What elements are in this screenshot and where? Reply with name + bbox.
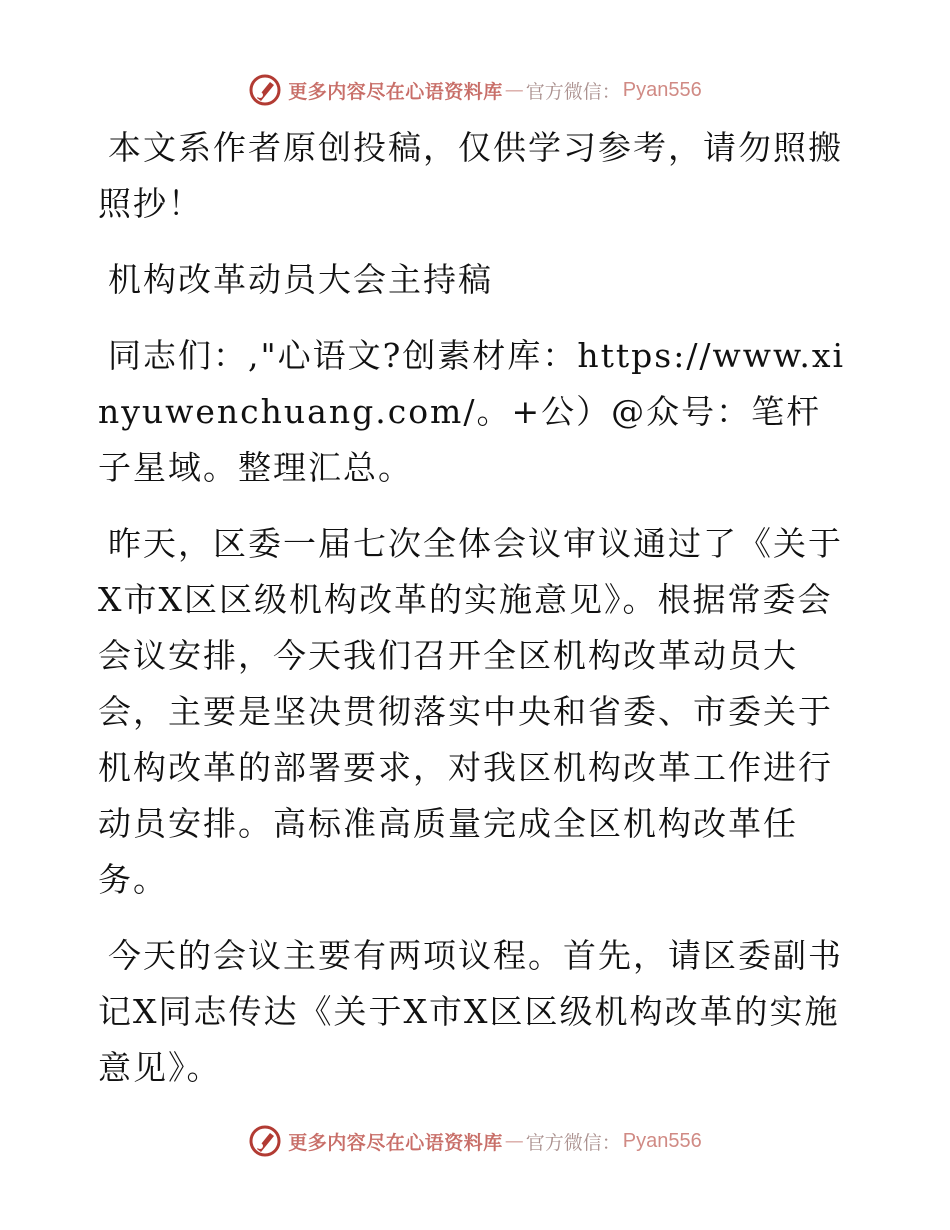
watermark-wechat-id: Pyan556	[622, 1129, 702, 1152]
pen-seal-icon	[248, 1124, 282, 1158]
paragraph-notice: 本文系作者原创投稿，仅供学习参考，请勿照搬照抄！	[98, 128, 843, 223]
header-watermark	[0, 70, 950, 110]
paragraph-agenda: 今天的会议主要有两项议程。首先，请区委副书记X同志传达《关于X市X区区级机构改革的实施意见》。	[98, 936, 843, 1087]
footer-watermark	[0, 1121, 950, 1161]
pen-seal-icon	[248, 73, 282, 107]
paragraph-greeting: 同志们：,"心语文?创素材库：https://www.xinyuwenchuang.com/。+公）@众号：笔杆子星域。整理汇总。	[98, 336, 846, 487]
watermark-official: 官方微信：	[525, 80, 621, 103]
watermark-brand: 更多内容尽在心语资料库	[288, 80, 503, 103]
watermark-official: 官方微信：	[525, 1131, 621, 1154]
watermark-wechat-id: Pyan556	[622, 78, 702, 101]
watermark-dash: —	[504, 1130, 524, 1152]
watermark-brand: 更多内容尽在心语资料库	[288, 1131, 503, 1154]
watermark-dash: —	[504, 79, 524, 101]
paragraph-background: 昨天，区委一届七次全体会议审议通过了《关于X市X区区级机构改革的实施意见》。根据常委会会议安排，今天我们召开全区机构改革动员大会，主要是坚决贯彻落实中央和省委、市委关于机构改革的部署要求，对我区机构改革工作进行动员安排。高标准高质量完成全区机构改革任务。	[98, 524, 843, 899]
document-body	[98, 120, 848, 1116]
document-title: 机构改革动员大会主持稿	[108, 260, 493, 299]
